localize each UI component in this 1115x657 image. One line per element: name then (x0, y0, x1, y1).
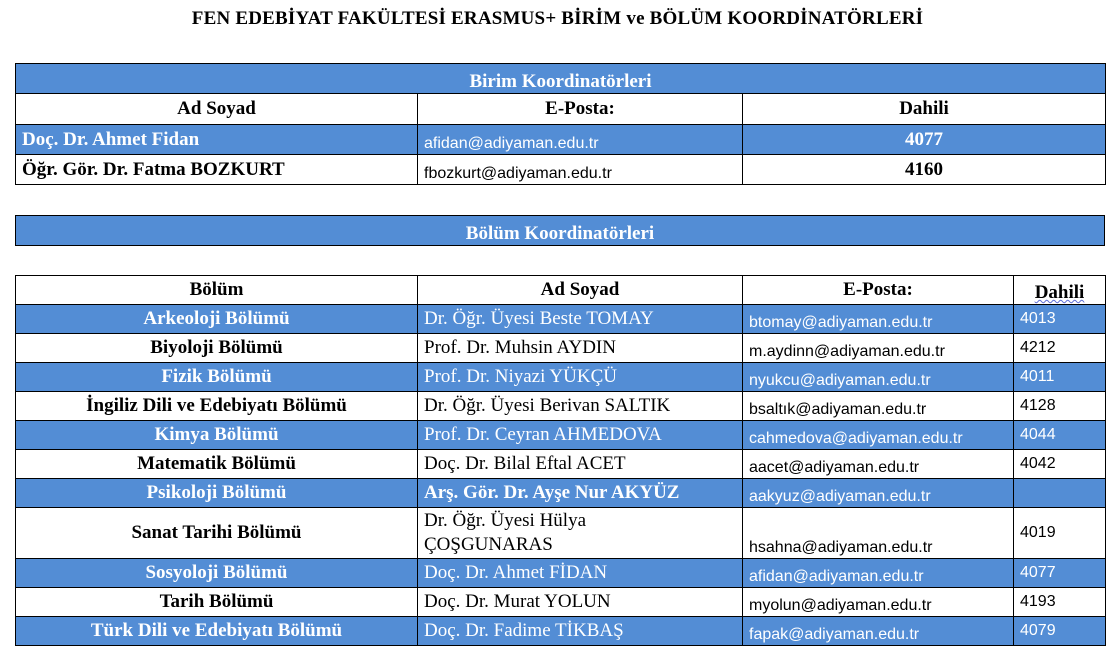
dept-header-row (16, 276, 1106, 305)
coordinator-email[interactable]: m.aydinn@adiyaman.edu.tr (743, 334, 1014, 363)
coordinator-name: Doç. Dr. Ahmet Fidan (16, 125, 418, 155)
dept-coordinators-table (15, 275, 1106, 646)
coordinator-email[interactable]: afidan@adiyaman.edu.tr (743, 559, 1014, 588)
coordinator-email[interactable]: nyukcu@adiyaman.edu.tr (743, 363, 1014, 392)
header-ext: Dahili (743, 94, 1106, 125)
coordinator-ext: 4011 (1014, 363, 1106, 392)
header-ext (1014, 276, 1106, 305)
table-row (16, 392, 1106, 421)
coordinator-name: Öğr. Gör. Dr. Fatma BOZKURT (16, 155, 418, 185)
table-row (16, 155, 1106, 185)
table-row (16, 363, 1106, 392)
department-name: Sosyoloji Bölümü (16, 559, 418, 588)
coordinator-name: Prof. Dr. Ceyran AHMEDOVA (418, 421, 743, 450)
coordinator-ext: 4128 (1014, 392, 1106, 421)
coordinator-name: Doç. Dr. Murat YOLUN (418, 588, 743, 617)
coordinator-name-text: Dr. Öğr. Üyesi Hülya ÇOŞGUNARAS (424, 510, 587, 555)
department-name: Fizik Bölümü (16, 363, 418, 392)
coordinator-email[interactable]: afidan@adiyaman.edu.tr (418, 125, 743, 155)
table-row (16, 479, 1106, 508)
table-row (16, 421, 1106, 450)
unit-caption: Birim Koordinatörleri (16, 64, 1106, 94)
header-email: E-Posta: (418, 94, 743, 125)
department-name: Arkeoloji Bölümü (16, 305, 418, 334)
table-row (16, 559, 1106, 588)
unit-caption-row (16, 64, 1106, 94)
dept-caption-table (15, 215, 1105, 246)
header-email: E-Posta: (743, 276, 1014, 305)
unit-coordinators-table (15, 63, 1106, 185)
department-name: Tarih Bölümü (16, 588, 418, 617)
coordinator-ext: 4212 (1014, 334, 1106, 363)
coordinator-email[interactable]: fbozkurt@adiyaman.edu.tr (418, 155, 743, 185)
table-row (16, 334, 1106, 363)
coordinator-email[interactable]: hsahna@adiyaman.edu.tr (743, 508, 1014, 559)
coordinator-ext: 4042 (1014, 450, 1106, 479)
table-row (16, 450, 1106, 479)
coordinator-name: Dr. Öğr. Üyesi Berivan SALTIK (418, 392, 743, 421)
coordinator-name: Doç. Dr. Fadime TİKBAŞ (418, 617, 743, 646)
table-row (16, 588, 1106, 617)
department-name: Biyoloji Bölümü (16, 334, 418, 363)
header-name: Ad Soyad (16, 94, 418, 125)
coordinator-name: Doç. Dr. Ahmet FİDAN (418, 559, 743, 588)
coordinator-email[interactable]: myolun@adiyaman.edu.tr (743, 588, 1014, 617)
coordinator-email[interactable]: aakyuz@adiyaman.edu.tr (743, 479, 1014, 508)
coordinator-name: Arş. Gör. Dr. Ayşe Nur AKYÜZ (418, 479, 743, 508)
header-ext-label: Dahili (1034, 282, 1085, 303)
dept-caption: Bölüm Koordinatörleri (16, 216, 1105, 246)
coordinator-name: Dr. Öğr. Üyesi Beste TOMAY (418, 305, 743, 334)
department-name: Matematik Bölümü (16, 450, 418, 479)
department-name: İngiliz Dili ve Edebiyatı Bölümü (16, 392, 418, 421)
header-name: Ad Soyad (418, 276, 743, 305)
coordinator-ext: 4013 (1014, 305, 1106, 334)
coordinator-name: Prof. Dr. Niyazi YÜKÇÜ (418, 363, 743, 392)
coordinator-name: Prof. Dr. Muhsin AYDIN (418, 334, 743, 363)
coordinator-name: Doç. Dr. Bilal Eftal ACET (418, 450, 743, 479)
coordinator-ext: 4160 (743, 155, 1106, 185)
department-name: Psikoloji Bölümü (16, 479, 418, 508)
coordinator-email[interactable]: btomay@adiyaman.edu.tr (743, 305, 1014, 334)
coordinator-ext: 4077 (1014, 559, 1106, 588)
table-row (16, 617, 1106, 646)
department-name: Sanat Tarihi Bölümü (16, 508, 418, 559)
coordinator-email[interactable]: bsaltık@adiyaman.edu.tr (743, 392, 1014, 421)
coordinator-ext: 4079 (1014, 617, 1106, 646)
coordinator-email[interactable]: cahmedova@adiyaman.edu.tr (743, 421, 1014, 450)
coordinator-email[interactable]: fapak@adiyaman.edu.tr (743, 617, 1014, 646)
coordinator-ext (1014, 479, 1106, 508)
header-department: Bölüm (16, 276, 418, 305)
coordinator-ext: 4077 (743, 125, 1106, 155)
table-row (16, 305, 1106, 334)
coordinator-ext: 4044 (1014, 421, 1106, 450)
table-row (16, 125, 1106, 155)
department-name: Türk Dili ve Edebiyatı Bölümü (16, 617, 418, 646)
unit-header-row (16, 94, 1106, 125)
coordinator-email[interactable]: aacet@adiyaman.edu.tr (743, 450, 1014, 479)
coordinator-name (418, 508, 743, 559)
table-row (16, 508, 1106, 559)
department-name: Kimya Bölümü (16, 421, 418, 450)
page-title: FEN EDEBİYAT FAKÜLTESİ ERASMUS+ BİRİM ve BÖLÜM KOORDİNATÖRLERİ (191, 8, 924, 29)
coordinator-ext: 4019 (1014, 508, 1106, 559)
coordinator-ext: 4193 (1014, 588, 1106, 617)
